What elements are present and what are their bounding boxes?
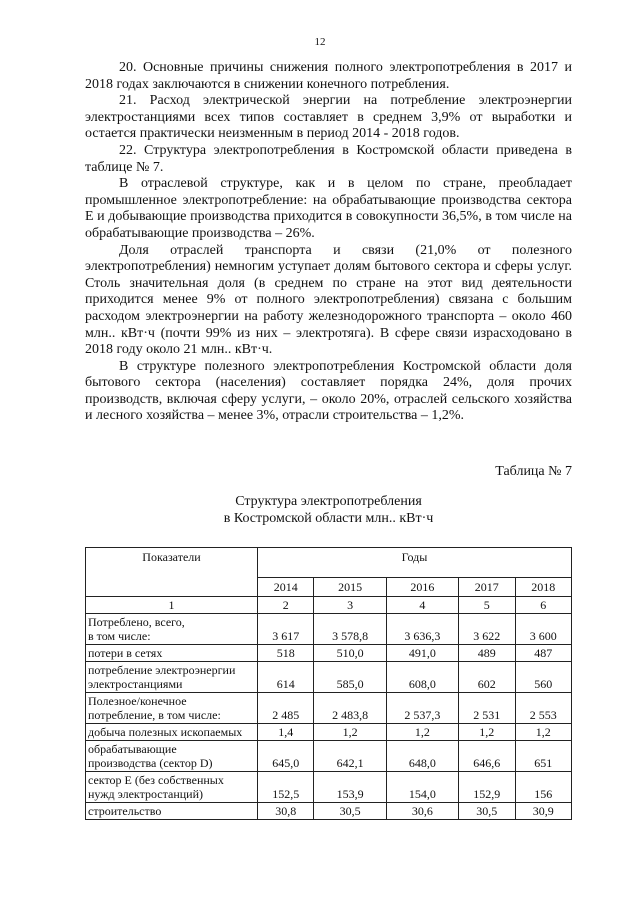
- body-text: [85, 60, 572, 425]
- paragraph-transport-share: Доля отраслей транспорта и связи (21,0% от полезного электропотребления) немногим уступает долям бытового сектора и сферы услуг. Столь значительная доля (в среднем по стране на этот вид деятельности приходится менее 9% от полного электропотребления) связана с большим расходом электроэнергии на работу железнодорожного транспорта – около 460 млн.. кВт·ч (почти 99% из них – электротяга). В сфере связи израсходовано в 2018 году около 21 млн.. кВт·ч.: [85, 242, 572, 358]
- value-cell: 3 600: [515, 614, 572, 645]
- row-label: [86, 614, 258, 645]
- table-title-line-2: в Костромской области млн.. кВт·ч: [223, 511, 434, 526]
- row-label: [86, 772, 258, 803]
- paragraph-industry-structure: В отраслевой структуре, как и в целом по стране, преобладает промышленное электропотребление: на обрабатывающие производства сектора Е и добывающие производства приходится в совокупности 36,5%, в том числе на обрабатывающие производства – 26%.: [85, 176, 572, 241]
- value-cell: 2 537,3: [386, 693, 458, 724]
- header-years: Годы: [258, 548, 572, 578]
- row-label-line: Потреблено, всего,: [88, 615, 185, 629]
- value-cell: 510,0: [314, 645, 386, 662]
- table-row: [86, 693, 572, 724]
- table-row: [86, 645, 572, 662]
- row-label-line: Полезное/конечное: [88, 694, 187, 708]
- value-cell: 2 553: [515, 693, 572, 724]
- table-column-numbers-row: [86, 597, 572, 614]
- value-cell: 614: [258, 662, 314, 693]
- value-cell: 2 485: [258, 693, 314, 724]
- table-row: [86, 614, 572, 645]
- value-cell: 152,5: [258, 772, 314, 803]
- row-label-line: электростанциями: [88, 677, 183, 691]
- year-header: 2017: [459, 578, 515, 597]
- value-cell: 2 531: [459, 693, 515, 724]
- row-label-line: обрабатывающие: [88, 742, 177, 756]
- table-header-row: [86, 548, 572, 578]
- value-cell: 1,4: [258, 724, 314, 741]
- value-cell: 30,6: [386, 803, 458, 820]
- column-number: 5: [459, 597, 515, 614]
- row-label: [86, 803, 258, 820]
- value-cell: 645,0: [258, 741, 314, 772]
- paragraph-21: 21. Расход электрической энергии на потребление электроэнергии электростанциями всех типов составляет в среднем 3,9% от выработки и остается практически неизменным в период 2014 - 2018 годов.: [85, 93, 572, 142]
- paragraph-useful-consumption: В структуре полезного электропотребления Костромской области доля бытового сектора (населения) составляет порядка 24%, доля прочих производств, включая сферу услуги, – около 20%, отраслей сельского хозяйства и лесного хозяйства – менее 3%, отрасли строительства – 1,2%.: [85, 358, 572, 424]
- value-cell: 2 483,8: [314, 693, 386, 724]
- value-cell: 154,0: [386, 772, 458, 803]
- value-cell: 153,9: [314, 772, 386, 803]
- value-cell: 3 578,8: [314, 614, 386, 645]
- value-cell: 648,0: [386, 741, 458, 772]
- row-label-line: добыча полезных ископаемых: [88, 725, 243, 739]
- row-label: [86, 724, 258, 741]
- value-cell: 152,9: [459, 772, 515, 803]
- value-cell: 651: [515, 741, 572, 772]
- value-cell: 30,5: [314, 803, 386, 820]
- value-cell: 602: [459, 662, 515, 693]
- value-cell: 489: [459, 645, 515, 662]
- value-cell: 585,0: [314, 662, 386, 693]
- row-label: [86, 693, 258, 724]
- column-number: 1: [86, 597, 258, 614]
- value-cell: 491,0: [386, 645, 458, 662]
- value-cell: 156: [515, 772, 572, 803]
- value-cell: 3 617: [258, 614, 314, 645]
- value-cell: 1,2: [515, 724, 572, 741]
- year-header: 2018: [515, 578, 572, 597]
- table-caption: Таблица № 7: [495, 464, 572, 479]
- value-cell: 560: [515, 662, 572, 693]
- value-cell: 646,6: [459, 741, 515, 772]
- row-label-line: строительство: [88, 804, 162, 818]
- column-number: 6: [515, 597, 572, 614]
- value-cell: 30,5: [459, 803, 515, 820]
- row-label-line: в том числе:: [88, 629, 151, 643]
- row-label: [86, 645, 258, 662]
- column-number: 2: [258, 597, 314, 614]
- row-label-line: потери в сетях: [88, 646, 163, 660]
- table-row: [86, 724, 572, 741]
- row-label-line: производства (сектор D): [88, 756, 213, 770]
- value-cell: 487: [515, 645, 572, 662]
- value-cell: 30,8: [258, 803, 314, 820]
- row-label-line: сектор Е (без собственных: [88, 773, 224, 787]
- table-row: [86, 662, 572, 693]
- value-cell: 1,2: [386, 724, 458, 741]
- table-row: [86, 741, 572, 772]
- value-cell: 30,9: [515, 803, 572, 820]
- header-indicators: Показатели: [86, 548, 258, 597]
- year-header: 2015: [314, 578, 386, 597]
- table-title-line-1: Структура электропотребления: [235, 494, 422, 509]
- value-cell: 642,1: [314, 741, 386, 772]
- column-number: 4: [386, 597, 458, 614]
- column-number: 3: [314, 597, 386, 614]
- table-row: [86, 772, 572, 803]
- year-header: 2014: [258, 578, 314, 597]
- row-label: [86, 741, 258, 772]
- table-title: [85, 493, 572, 527]
- value-cell: 1,2: [314, 724, 386, 741]
- value-cell: 3 636,3: [386, 614, 458, 645]
- page-number: 12: [314, 36, 326, 48]
- value-cell: 518: [258, 645, 314, 662]
- paragraph-22: 22. Структура электропотребления в Костромской области приведена в таблице № 7.: [85, 142, 572, 175]
- row-label-line: потребление, в том числе:: [88, 708, 221, 722]
- value-cell: 1,2: [459, 724, 515, 741]
- row-label: [86, 662, 258, 693]
- table-row: [86, 803, 572, 820]
- value-cell: 608,0: [386, 662, 458, 693]
- paragraph-20: 20. Основные причины снижения полного электропотребления в 2017 и 2018 годах заключаются в снижении конечного потребления.: [85, 60, 572, 92]
- row-label-line: нужд электростанций): [88, 787, 203, 801]
- value-cell: 3 622: [459, 614, 515, 645]
- year-header: 2016: [386, 578, 458, 597]
- row-label-line: потребление электроэнергии: [88, 663, 236, 677]
- consumption-structure-table: [85, 547, 572, 820]
